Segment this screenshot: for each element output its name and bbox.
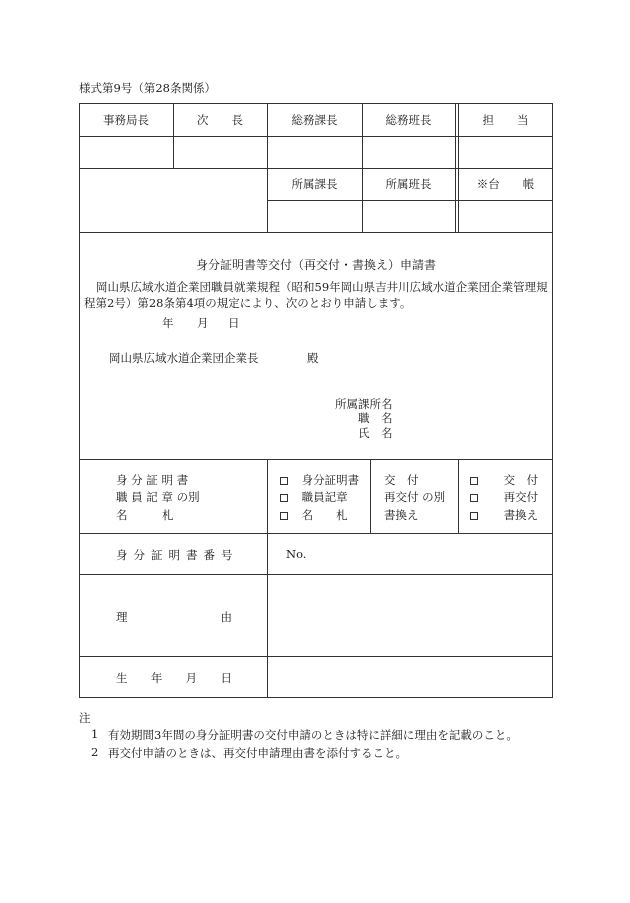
type-label-nameplate: 名 札 bbox=[116, 508, 174, 522]
date-year: 年 bbox=[162, 316, 174, 330]
reason-label-char: 理 bbox=[116, 610, 128, 624]
applicant-department-label: 所属課所名 bbox=[335, 397, 393, 411]
checkbox-label: 再交付 bbox=[503, 490, 539, 504]
checkbox-icon[interactable] bbox=[470, 494, 478, 502]
notes-heading: 注 bbox=[79, 711, 91, 725]
approval-general-affairs-manager: 総務課長 bbox=[291, 112, 338, 127]
note-number: 1 bbox=[91, 727, 99, 741]
birth-label-char: 月 bbox=[185, 671, 198, 685]
issue-label-reissue: 再交付 の別 bbox=[384, 490, 446, 504]
date-day: 日 bbox=[228, 316, 240, 330]
addressee: 岡山県広域水道企業団企業長 bbox=[109, 351, 259, 365]
type-label-id-card: 身 分 証 明 書 bbox=[116, 473, 189, 487]
issue-label-rewrite: 書換え bbox=[384, 508, 419, 522]
checkbox-icon[interactable] bbox=[470, 477, 478, 485]
checkbox-label: 名 札 bbox=[301, 508, 348, 522]
checkbox-item-nameplate[interactable] bbox=[280, 507, 348, 523]
approval-ledger: ※台 帳 bbox=[476, 177, 535, 191]
checkbox-label: 身分証明書 bbox=[301, 473, 360, 487]
note-number: 2 bbox=[91, 745, 99, 759]
honorific: 殿 bbox=[307, 351, 319, 365]
application-title: 身分証明書等交付（再交付・書換え）申請書 bbox=[195, 258, 436, 272]
issue-label-new: 交 付 bbox=[384, 473, 419, 487]
birth-label-char: 生 bbox=[116, 671, 128, 685]
checkbox-item-rewrite[interactable] bbox=[470, 507, 538, 523]
checkbox-label: 書換え bbox=[503, 508, 539, 522]
reason-label-char: 由 bbox=[220, 610, 232, 624]
checkbox-item-id-card[interactable] bbox=[280, 472, 359, 488]
checkbox-item-issue[interactable] bbox=[470, 472, 538, 488]
checkbox-item-badge[interactable] bbox=[280, 489, 348, 505]
approval-general-affairs-chief: 総務班長 bbox=[385, 112, 432, 127]
approval-section-chief: 所属班長 bbox=[385, 177, 432, 191]
reason-label bbox=[116, 609, 232, 625]
date-month: 月 bbox=[197, 316, 209, 330]
checkbox-icon[interactable] bbox=[470, 512, 478, 520]
checkbox-item-reissue[interactable] bbox=[470, 489, 538, 505]
application-body: 岡山県広域水道企業団職員就業規程（昭和59年岡山県吉井川広域水道企業団企業管理規程第2号）第28条第4項の規定により、次のとおり申請します。 bbox=[84, 280, 548, 310]
checkbox-icon[interactable] bbox=[280, 494, 288, 502]
birth-date-input-area[interactable] bbox=[268, 657, 552, 697]
birth-date-label bbox=[116, 670, 232, 686]
note-text: 再交付申請のときは、再交付申請理由書を添付すること。 bbox=[108, 746, 407, 760]
birth-label-char: 年 bbox=[150, 671, 163, 685]
form-number: 様式第9号（第28条関係） bbox=[79, 81, 216, 95]
checkbox-label: 職員記章 bbox=[301, 490, 348, 504]
reason-input-area[interactable] bbox=[268, 575, 552, 656]
applicant-name-label: 氏 名 bbox=[358, 426, 393, 440]
checkbox-icon[interactable] bbox=[280, 477, 288, 485]
approval-in-charge: 担 当 bbox=[482, 112, 529, 127]
id-number-label: 身分証明書番号 bbox=[116, 548, 239, 562]
birth-label-char: 日 bbox=[220, 671, 232, 685]
approval-section-manager: 所属課長 bbox=[291, 177, 338, 191]
id-number-value[interactable]: No. bbox=[286, 547, 307, 561]
approval-deputy-director: 次 長 bbox=[197, 112, 243, 127]
applicant-title-label: 職 名 bbox=[358, 411, 393, 425]
type-label-badge: 職 員 記 章 の別 bbox=[116, 490, 200, 504]
note-text: 有効期間3年間の身分証明書の交付申請のときは特に詳細に理由を記載のこと。 bbox=[108, 728, 518, 742]
approval-director: 事務局長 bbox=[103, 112, 149, 127]
checkbox-icon[interactable] bbox=[280, 512, 288, 520]
checkbox-label: 交 付 bbox=[503, 473, 539, 487]
